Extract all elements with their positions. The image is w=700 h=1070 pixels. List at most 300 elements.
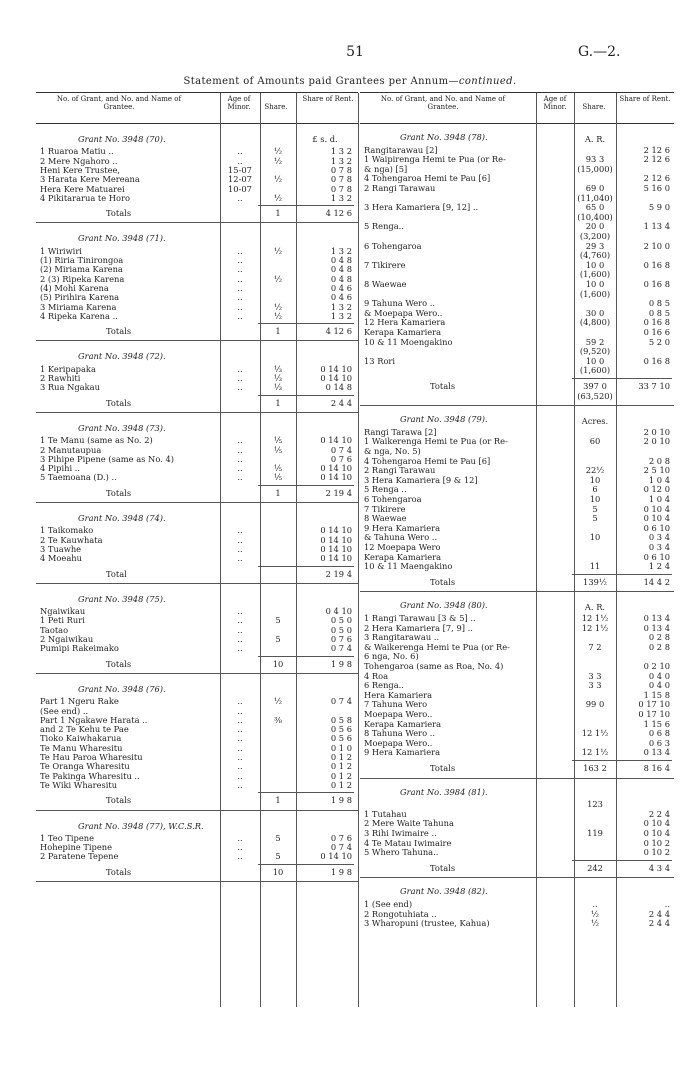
grantee-name: Tioko Kaiwhakarua [40, 733, 122, 744]
grant-title: Grant No. 3948 (74). [78, 513, 166, 523]
share-value: 59 2 [585, 336, 605, 347]
totals-share: 10 [272, 866, 284, 877]
grantee-name: 1 (See end) [364, 899, 413, 909]
grantee-name: Part 1 Ngakawe Harata .. [40, 714, 148, 725]
rent-value: 0 16 8 [643, 317, 670, 328]
totals-share: 163 2 [583, 763, 607, 773]
rent-value: 1 3 2 [330, 245, 352, 256]
rent-value: 5 16 0 [643, 183, 670, 193]
grantee-name: 9 Tahuna Wero .. [364, 298, 436, 309]
minor-age: .. [237, 714, 243, 725]
minor-age: .. [237, 245, 243, 256]
minor-age: .. [237, 310, 243, 321]
grantee-name: 3 Rua Ngakau [40, 382, 100, 393]
grantee-name: Te Manu Wharesitu [40, 742, 123, 753]
grantee-name: & Tahuna Wero .. [364, 532, 438, 543]
rent-value: 0 7 6 [330, 453, 352, 464]
rent-value: 0 7 4 [330, 643, 352, 654]
rent-value: 0 14 10 [320, 435, 352, 446]
right-table [360, 92, 674, 1007]
share-value: (9,520) [579, 346, 611, 357]
rent-value: 0 10 2 [643, 847, 670, 858]
grantee-name: (See end) .. [40, 705, 89, 716]
grantee-name: 10 & 11 Maengakino [364, 561, 453, 572]
grantee-name: Te Hau Paroa Wharesitu [40, 752, 143, 762]
grant-title: Grant No. 3948 (71). [78, 233, 166, 244]
rent-value: 1 3 2 [330, 310, 352, 321]
totals-rent: 4 3 4 [648, 862, 670, 873]
grantee-name: 3 Harata Kere Mereana [40, 174, 140, 185]
rent-value: 0 14 10 [320, 851, 352, 862]
rent-value: 0 4 6 [330, 282, 352, 293]
minor-age: .. [237, 543, 243, 554]
grantee-name: 5 Renga .. [364, 484, 407, 495]
minor-age: .. [237, 453, 243, 464]
share-value: 5 [592, 503, 598, 514]
unit-header: A. R. [584, 134, 606, 144]
minor-age: .. [237, 851, 243, 862]
grantee-name: & Moepapa Wero.. [364, 307, 443, 318]
rent-value: 0 10 2 [643, 837, 670, 848]
grantee-name: 1 Te Manu (same as No. 2) [40, 435, 153, 446]
share-value: (15,000) [577, 163, 613, 174]
grantee-name: Tohengaroa (same as Roa, No. 4) [364, 661, 504, 671]
grantee-name: 4 Te Matau Iwimaire [364, 837, 452, 848]
totals-rent: 2 19 4 [325, 487, 352, 498]
minor-age: .. [237, 525, 243, 536]
grantee-name: Kerapa Kamariera [364, 327, 442, 337]
rent-value: 0 5 0 [330, 615, 352, 626]
totals-share: 1 [275, 208, 281, 219]
minor-age: .. [237, 534, 243, 545]
minor-age: .. [237, 634, 243, 644]
share-value: (11,040) [577, 192, 613, 203]
page-number: 51 [346, 44, 364, 60]
grantee-name: Part 1 Ngeru Rake [40, 696, 119, 707]
rent-value: 0 14 8 [325, 382, 352, 393]
share-value: 93 3 [585, 154, 605, 165]
rent-value: 0 2 8 [648, 632, 670, 643]
minor-age: .. [237, 696, 243, 707]
rent-value: 2 5 10 [643, 465, 670, 476]
totals-label: Totals [106, 658, 132, 669]
grant-title: Grant No. 3948 (70). [78, 134, 166, 144]
share-value: ½ [273, 310, 283, 321]
share-value: 10 0 [585, 355, 605, 366]
rent-value: 0 13 4 [643, 747, 670, 758]
grantee-name: 2 Mere Waite Tahuna [364, 818, 454, 829]
totals-label: Totals [106, 397, 132, 408]
grantee-name: 8 Waewae [364, 513, 407, 524]
share-value: (1,600) [579, 288, 611, 299]
rent-value: 2 10 0 [643, 240, 670, 251]
share-value: 5 [275, 634, 281, 644]
rent-value: 0 10 4 [643, 818, 670, 829]
share-value: ½ [590, 918, 600, 929]
share-value: 22½ [585, 465, 605, 476]
share-value: ⅕ [273, 435, 283, 446]
minor-age: .. [237, 192, 243, 203]
minor-age: .. [237, 373, 243, 383]
grantee-name: 7 Tikirere [364, 259, 406, 270]
share-value: (1,600) [579, 269, 611, 280]
rent-value: 2 12 6 [643, 173, 670, 184]
totals-rent: 1 9 8 [330, 795, 352, 806]
rent-value: 2 0 10 [643, 436, 670, 447]
grantee-name: Hera Kere Matuarei [40, 183, 125, 194]
minor-age: .. [237, 382, 243, 393]
share-value: ½ [590, 908, 600, 919]
minor-age: .. [237, 363, 243, 374]
rent-value: 0 1 0 [330, 742, 352, 753]
minor-age: .. [237, 282, 243, 293]
grantee-name: 2 Hera Kamariera [7, 9] .. [364, 622, 473, 633]
rent-value: 0 16 8 [643, 279, 670, 289]
rent-value: 0 4 8 [330, 264, 352, 275]
rent-value: .. [664, 899, 670, 909]
col-rent-r: Share of Rent. [619, 95, 671, 103]
share-value: 10 0 [585, 279, 605, 289]
rent-value: 0 5 8 [330, 714, 352, 725]
grantee-name: Te Oranga Wharesitu [40, 761, 130, 772]
minor-age: .. [237, 832, 243, 843]
share-value: 5 [275, 832, 281, 843]
grantee-name: 1 Tutahau [364, 808, 407, 819]
grantee-name: 8 Waewae [364, 279, 407, 289]
grantee-name: 3 Rangitarawau .. [364, 632, 440, 643]
share-value: 10 [589, 474, 601, 485]
share-value: 65 0 [585, 202, 605, 213]
grantee-name: 1 Peti Ruri [40, 615, 85, 626]
minor-age: .. [237, 606, 243, 617]
grant-title: Grant No. 3948 (82). [400, 886, 488, 897]
totals-share: 242 [587, 862, 603, 873]
grantee-name: 2 Rongotuhiata .. [364, 908, 437, 919]
rent-value: 0 4 0 [648, 680, 670, 691]
minor-age: .. [237, 643, 243, 654]
rent-value: 1 3 2 [330, 155, 352, 166]
share-value: (1,600) [579, 365, 611, 376]
minor-age: 12-07 [228, 174, 252, 185]
grantee-name: Hohepine Tipene [40, 842, 113, 853]
grantee-name: & nga, No. 5) [364, 446, 421, 456]
grantee-name: 2 Manutaupua [40, 444, 102, 455]
minor-age: 10-07 [228, 183, 252, 194]
rent-value: 1 3 2 [330, 192, 352, 203]
rent-value: 2 4 4 [648, 918, 670, 929]
share-value: 7 2 [588, 641, 602, 652]
rent-value: 0 7 6 [330, 634, 352, 644]
share-value: ½ [273, 174, 283, 185]
minor-age: .. [237, 705, 243, 716]
grantee-name: 6 Tohengaroa [364, 240, 422, 251]
rent-value: 0 14 10 [320, 373, 352, 383]
grantee-name: 1 Keripapaka [40, 363, 96, 374]
rent-value: 1 3 2 [330, 146, 352, 157]
rent-value: 0 6 10 [643, 551, 670, 562]
share-value: ½ [273, 245, 283, 256]
grantee-name: Kerapa Kamariera [364, 718, 442, 729]
share-value: 69 0 [585, 183, 605, 193]
left-column-headers [36, 93, 358, 124]
rent-value: 0 2 8 [648, 641, 670, 652]
grantee-name: 4 Ripeka Karena .. [40, 310, 118, 321]
share-value: 29 3 [585, 240, 605, 251]
rent-value: 0 17 10 [638, 709, 670, 719]
grantee-name: 2 Ngaiwikau [40, 634, 94, 644]
totals-share-perches: (63,520) [577, 390, 613, 401]
totals-share: 1 [275, 795, 281, 806]
grant-title: Grant No. 3948 (73). [78, 422, 166, 433]
rent-value: 0 16 6 [643, 327, 670, 337]
rent-value: 0 10 4 [643, 503, 670, 514]
share-value: ⅜ [273, 714, 283, 725]
grantee-name: 9 Hera Kamariera [364, 747, 441, 758]
grantee-name: 1 Rangi Tarawau [3 & 5] .. [364, 613, 476, 623]
minor-age: .. [237, 444, 243, 455]
rent-value: 5 9 0 [648, 202, 670, 213]
rent-value: 0 3 4 [648, 532, 670, 543]
rent-value: 1 3 2 [330, 301, 352, 312]
rent-value: 0 7 8 [330, 174, 352, 185]
grantee-name: 3 Pihipe Pipene (same as No. 4) [40, 453, 174, 464]
rent-value: 0 10 4 [643, 828, 670, 838]
col-rent: Share of Rent. [302, 95, 354, 103]
rent-value: 0 12 0 [643, 484, 670, 495]
col-age: Age of Minor. [227, 95, 251, 111]
totals-label: Totals [430, 381, 456, 391]
share-value: 3 3 [588, 680, 602, 691]
rent-value: 0 13 4 [643, 613, 670, 623]
totals-rent: 33 7 10 [638, 381, 670, 391]
rent-value: 0 4 6 [330, 292, 352, 303]
rent-value: 0 13 4 [643, 622, 670, 633]
grantee-name: Rangitarawau [2] [364, 144, 438, 155]
rent-value: 0 3 4 [648, 542, 670, 552]
minor-age: .. [237, 472, 243, 483]
grantee-name: Hera Kamariera [364, 689, 433, 700]
grant-title: Grant No. 3948 (77), W.C.S.R. [78, 820, 204, 831]
rent-value: 1 0 4 [648, 494, 670, 504]
share-value: 11 [589, 561, 601, 572]
minor-age: .. [237, 770, 243, 781]
grantee-name: Rangi Tarawa [2] [364, 426, 437, 437]
grant-title: Grant No. 3948 (79). [400, 414, 488, 425]
grantee-name: 2 Mere Ngahoro .. [40, 155, 118, 166]
grantee-name: Moepapa Wero.. [364, 709, 433, 719]
share-value: (3,200) [579, 231, 611, 241]
share-value: ½ [273, 273, 283, 284]
share-value: 12 1½ [581, 728, 609, 739]
grantee-name: 9 Hera Kamariera [364, 522, 441, 533]
share-value: 20 0 [585, 221, 605, 232]
share-value: (4,760) [579, 250, 611, 261]
rent-value: 0 4 8 [330, 273, 352, 284]
grantee-name: 3 Miriama Karena [40, 301, 117, 312]
rent-value: 0 14 10 [320, 363, 352, 374]
right-column-headers [360, 93, 674, 124]
totals-label: Totals [106, 866, 132, 877]
share-value: 5 [275, 851, 281, 862]
col-grant: No. of Grant, and No. and Name of Grantee. [56, 95, 182, 111]
share-value: ⅓ [273, 382, 283, 393]
rent-value: 2 0 8 [648, 455, 670, 466]
totals-rent: 4 12 6 [325, 326, 352, 337]
minor-age: .. [237, 273, 243, 284]
share-value: 3 3 [588, 670, 602, 681]
rent-value: 0 14 10 [320, 525, 352, 536]
rent-value: 0 14 10 [320, 463, 352, 474]
left-table [36, 92, 358, 1007]
minor-age: .. [237, 842, 243, 853]
rent-value: 0 14 10 [320, 534, 352, 545]
rent-value: 0 1 2 [330, 779, 352, 790]
grantee-name: 2 (3) Ripeka Karena [40, 273, 125, 284]
share-value: ½ [273, 301, 283, 312]
grantee-name: 10 & 11 Moengakino [364, 336, 453, 347]
grantee-name: Te Pakinga Wharesitu .. [40, 770, 140, 781]
grant-title: Grant No. 3984 (81). [400, 786, 488, 797]
grantee-name: 1 Waikerenga Hemi te Pua (or Re- [364, 436, 508, 447]
grantee-name: (1) Riria Tinirongoa [40, 255, 124, 265]
minor-age: .. [237, 255, 243, 265]
grantee-name: 3 Hera Kamariera [9, 12] .. [364, 202, 479, 213]
share-value: 12 1½ [581, 613, 609, 623]
share-value: 6 [592, 484, 598, 495]
rent-value: 2 12 6 [643, 144, 670, 155]
grantee-name: 3 Rihi Iwimaire .. [364, 828, 437, 838]
totals-label: Totals [430, 763, 456, 773]
minor-age: .. [237, 733, 243, 744]
rent-value: 0 1 2 [330, 752, 352, 762]
grantee-name: 7 Tahuna Wero [364, 699, 428, 710]
page-title: Statement of Amounts paid Grantees per Annum—continued. [183, 76, 517, 87]
grantee-name: 4 Pikitararua te Horo [40, 192, 130, 203]
totals-label: Totals [430, 576, 456, 587]
grantee-name: Heni Kere Trustee, [40, 164, 121, 175]
rent-value: 1 15 8 [643, 689, 670, 700]
totals-share: 10 [272, 658, 284, 669]
minor-age: .. [237, 624, 243, 635]
currency-header: £ s. d. [312, 134, 338, 144]
share-value: 30 0 [585, 307, 605, 318]
share-value: 5 [592, 513, 598, 524]
grantee-name: 6 Renga.. [364, 680, 404, 691]
grantee-name: 4 Roa [364, 670, 389, 681]
share-value: ½ [273, 155, 283, 166]
rent-value: 0 6 10 [643, 522, 670, 533]
grantee-name: 3 Wharopuni (trustee, Kahua) [364, 918, 490, 929]
share-value: ⅓ [273, 363, 283, 374]
totals-label: Totals [106, 326, 132, 337]
rent-value: 1 0 4 [648, 474, 670, 485]
grantee-name: 5 Taemoana (D.) .. [40, 472, 117, 483]
share-value: ⅕ [273, 444, 283, 455]
rent-value: 1 13 4 [643, 221, 670, 232]
grantee-name: 2 Rangi Tarawau [364, 183, 436, 193]
totals-rent: 2 4 4 [330, 397, 352, 408]
grant-title: Grant No. 3948 (80). [400, 600, 488, 611]
share-value: 12 1½ [581, 622, 609, 633]
rent-value: 2 2 4 [648, 808, 670, 819]
totals-label: Totals [106, 795, 132, 806]
share-value: 119 [587, 828, 603, 838]
totals-label: Total [106, 568, 127, 579]
rent-value: 0 16 8 [643, 355, 670, 366]
grantee-name: 1 Teo Tipene [40, 832, 95, 843]
rent-value: 0 7 8 [330, 164, 352, 175]
totals-label: Totals [430, 862, 456, 873]
rent-value: 0 2 10 [643, 661, 670, 671]
grantee-name: 1 Waipirenga Hemi te Pua (or Re- [364, 154, 506, 165]
grantee-name: 2 Paratene Tepene [40, 851, 119, 862]
rent-value: 2 12 6 [643, 154, 670, 165]
grantee-name: & Waikerenga Hemi te Pua (or Re- [364, 641, 510, 652]
grantee-name: 5 Whero Tahuna.. [364, 847, 439, 858]
share-value: 5 [275, 615, 281, 626]
totals-label: Totals [106, 487, 132, 498]
share-value: ⅕ [273, 463, 283, 474]
rent-value: 2 4 4 [648, 908, 670, 919]
share-value: 10 [589, 532, 601, 543]
grantee-name: 6 nga, No. 6) [364, 651, 419, 662]
rent-value: 0 5 6 [330, 733, 352, 744]
rent-value: 0 8 5 [648, 307, 670, 318]
grantee-name: Pumipi Rakeimako [40, 643, 119, 654]
rent-value: 0 7 4 [330, 696, 352, 707]
rent-value: 0 5 6 [330, 724, 352, 735]
share-value: 60 [589, 436, 601, 447]
totals-share: 1 [275, 397, 281, 408]
totals-label: Totals [106, 208, 132, 219]
grantee-name: Ngaiwikau [40, 606, 86, 617]
rent-value: 1 15 6 [643, 718, 670, 729]
col-share: Share. [264, 103, 288, 111]
rent-value: 0 1 2 [330, 761, 352, 772]
grantee-name: 6 Tohengaroa [364, 494, 422, 504]
grantee-name: 5 Renga.. [364, 221, 404, 232]
share-value: ⅓ [273, 373, 283, 383]
minor-age: .. [237, 761, 243, 772]
share-value: ½ [273, 696, 283, 707]
col-grant-r: No. of Grant, and No. and Name of Grantee. [380, 95, 506, 111]
col-age-r: Age of Minor. [543, 95, 567, 111]
grantee-name: 13 Rori [364, 355, 396, 366]
rent-value: 0 14 10 [320, 472, 352, 483]
share-value: ½ [273, 192, 283, 203]
grantee-name: and 2 Te Kehu te Pae [40, 724, 129, 735]
grantee-name: 2 Rangi Tarawau [364, 465, 436, 476]
grantee-name: 1 Taikomako [40, 525, 94, 536]
grantee-name: 1 Wiriwiri [40, 245, 82, 256]
grantee-name: 8 Tahuna Wero .. [364, 728, 436, 739]
minor-age: .. [237, 553, 243, 564]
minor-age: .. [237, 292, 243, 303]
totals-share: 397 0 [583, 381, 607, 391]
rent-value: 5 2 0 [648, 336, 670, 347]
share-value: ⅕ [273, 472, 283, 483]
minor-age: .. [237, 615, 243, 626]
rent-value: 0 14 10 [320, 543, 352, 554]
rent-value: 0 4 10 [325, 606, 352, 617]
document-ref: G.—2. [578, 44, 621, 60]
totals-rent: 2 19 4 [325, 568, 352, 579]
totals-rent: 8 16 4 [643, 763, 670, 773]
rent-value: 0 4 0 [648, 670, 670, 681]
share-value: .. [592, 899, 598, 909]
rent-value: 0 7 8 [330, 183, 352, 194]
rent-value: 0 14 10 [320, 553, 352, 564]
